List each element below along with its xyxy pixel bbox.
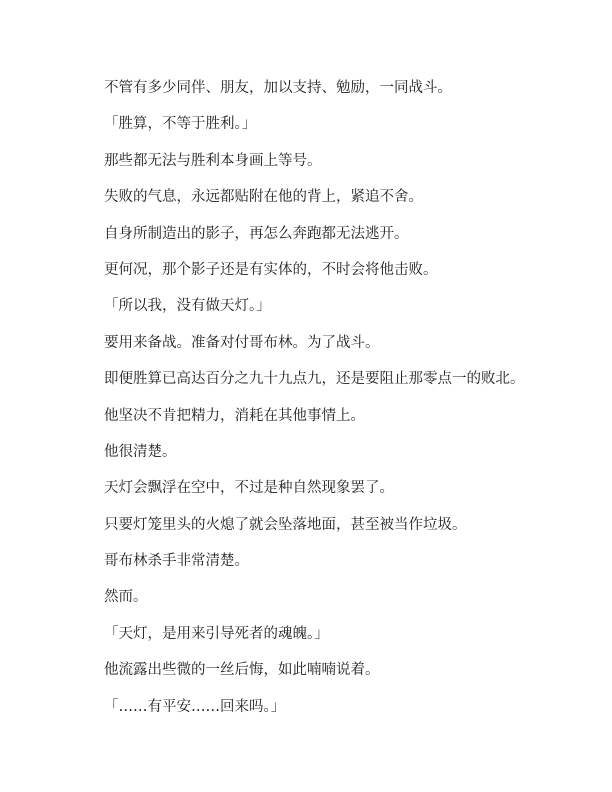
- paragraph-13: 只要灯笼里头的火熄了就会坠落地面，甚至被当作垃圾。: [104, 516, 467, 533]
- paragraph-6: 更何况，那个影子还是有实体的，不时会将他击败。: [104, 261, 438, 278]
- paragraph-4: 失败的气息，永远都贴附在他的背上，紧追不舍。: [104, 189, 423, 206]
- paragraph-15: 然而。: [104, 589, 148, 606]
- paragraph-11: 他很清楚。: [104, 443, 177, 460]
- paragraph-9: 即便胜算已高达百分之九十九点九，还是要阻止那零点一的败北。: [104, 371, 525, 388]
- paragraph-16: 「天灯，是用来引导死者的魂魄。」: [104, 625, 329, 642]
- paragraph-3: 那些都无法与胜利本身画上等号。: [104, 152, 322, 169]
- paragraph-5: 自身所制造出的影子，再怎么奔跑都无法逃开。: [104, 225, 409, 242]
- paragraph-10: 他坚决不肯把精力，消耗在其他事情上。: [104, 407, 365, 424]
- paragraph-2: 「胜算，不等于胜利。」: [104, 116, 257, 133]
- paragraph-18: 「……有平安……回来吗。」: [104, 698, 286, 715]
- paragraph-8: 要用来备战。准备对付哥布林。为了战斗。: [104, 334, 380, 351]
- body-text: [104, 70, 544, 725]
- paragraph-17: 他流露出些微的一丝后悔，如此喃喃说着。: [104, 662, 380, 679]
- paragraph-1: 不管有多少同伴、朋友，加以支持、勉励，一同战斗。: [104, 80, 452, 96]
- paragraph-7: 「所以我，没有做天灯。」: [104, 298, 271, 315]
- paragraph-14: 哥布林杀手非常清楚。: [104, 553, 249, 570]
- paragraph-12: 天灯会飘浮在空中，不过是种自然现象罢了。: [104, 480, 394, 497]
